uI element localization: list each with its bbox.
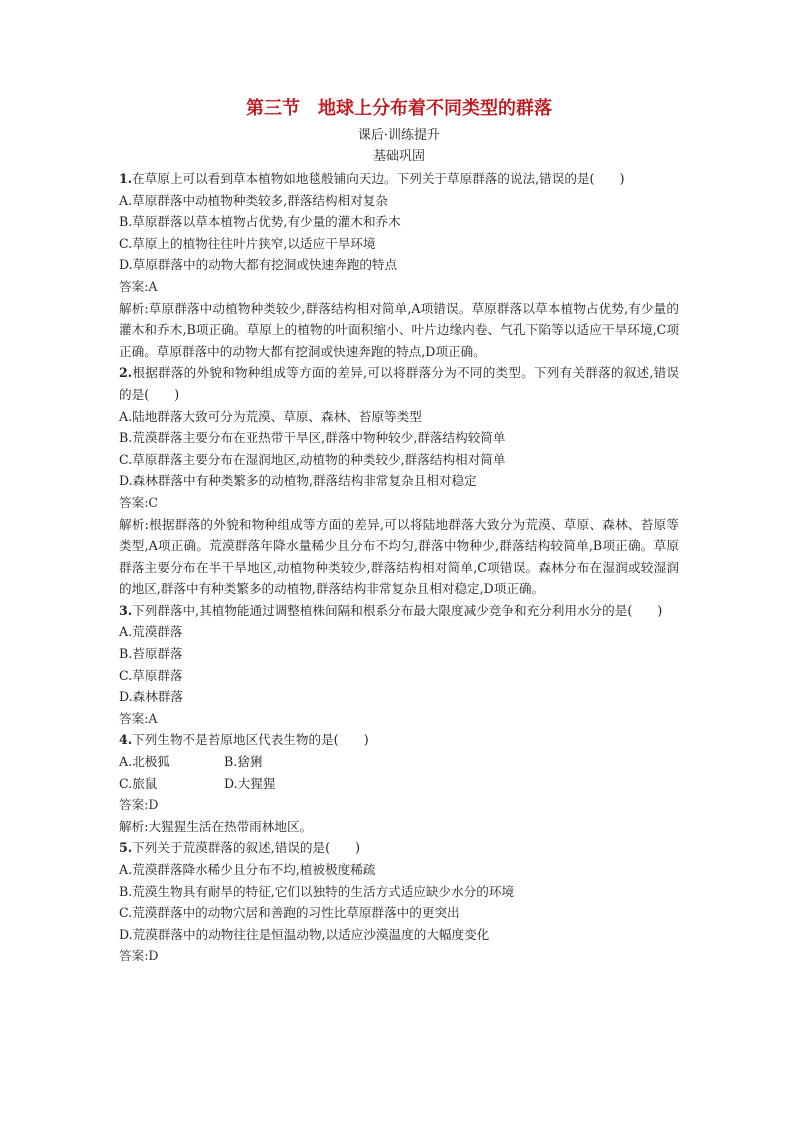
analysis: 解析:大猩猩生活在热带雨林地区。 <box>119 818 313 834</box>
question-number: 5. <box>119 840 133 856</box>
question-number: 1. <box>119 171 133 186</box>
option-c: C.草原上的植物往往叶片狭窄,以适应干旱环境 <box>119 235 376 251</box>
option-b: B.草原群落以草本植物占优势,有少量的灌木和乔木 <box>119 214 401 230</box>
section-heading: 基础巩固 <box>372 149 425 164</box>
option-b: B.猞猁 <box>224 754 263 770</box>
question-stem: 2.根据群落的外貌和物种组成等方面的差异,可以将群落分为不同的类型。下列有关群落的叙述,错误的是( ) <box>119 365 679 402</box>
option-d: D.大猩猩 <box>224 775 276 791</box>
option-c: C.荒漠群落中的动物穴居和善跑的习性比草原群落中的更突出 <box>119 905 460 921</box>
analysis: 解析:草原群落中动植物种类较少,群落结构相对简单,A项错误。草原群落以草本植物占优势,有少量的灌木和乔木,B项正确。草原上的植物的叶面积缩小、叶片边缘内卷、气孔下陷等以适应干旱环境,C项正确。草原群落中的动物大都有挖洞或快速奔跑的特点,D项正确。 <box>119 300 679 359</box>
question-stem: 4.下列生物不是苔原地区代表生物的是( ) <box>119 732 369 748</box>
option-b: B.荒漠生物具有耐旱的特征,它们以独特的生活方式适应缺少水分的环境 <box>119 883 515 899</box>
answer: 答案:D <box>119 948 159 964</box>
option-c: C.草原群落 <box>119 667 183 683</box>
option-row <box>119 751 679 773</box>
question-number: 4. <box>119 732 133 748</box>
analysis: 解析:根据群落的外貌和物种组成等方面的差异,可以将陆地群落大致分为荒漠、草原、森林、苔原等类型,A项正确。荒漠群落年降水量稀少且分布不均匀,群落中物种少,群落结构较简单,B项正确。草原群落主要分布在半干旱地区,动植物种类较少,群落结构相对简单,C项错误。森林分布在湿润或较湿润的地区,群落中有种类繁多的动植物,群落结构非常复杂且相对稳定,D项正确。 <box>119 516 679 597</box>
answer: 答案:A <box>119 710 158 726</box>
option-d: D.草原群落中的动物大都有挖洞或快速奔跑的特点 <box>119 257 398 273</box>
option-c: C.草原群落主要分布在湿润地区,动植物的种类较少,群落结构相对简单 <box>119 451 506 467</box>
option-d: D.森林群落 <box>119 689 184 705</box>
question-5 <box>119 837 679 967</box>
answer: 答案:C <box>119 494 159 510</box>
option-row <box>119 773 679 795</box>
option-a: A.荒漠群落降水稀少且分布不均,植被极度稀疏 <box>119 862 376 877</box>
question-stem: 5.下列关于荒漠群落的叙述,错误的是( ) <box>119 840 361 856</box>
page-title: 第三节 地球上分布着不同类型的群落 <box>246 98 552 119</box>
option-d: D.荒漠群落中的动物往往是恒温动物,以适应沙漠温度的大幅度变化 <box>119 926 490 942</box>
question-2 <box>119 362 679 600</box>
option-a: A.荒漠群落 <box>119 624 183 640</box>
question-stem: 3.下列群落中,其植物能通过调整植株间隔和根系分布最大限度减少竞争和充分利用水分的是( ) <box>119 602 663 618</box>
answer: 答案:A <box>119 278 158 294</box>
question-4 <box>119 729 679 837</box>
option-d: D.森林群落中有种类繁多的动植物,群落结构非常复杂且相对稳定 <box>119 473 477 489</box>
question-number: 2. <box>119 365 133 381</box>
answer: 答案:D <box>119 797 159 813</box>
option-a: A.草原群落中动植物种类较多,群落结构相对复杂 <box>119 192 388 208</box>
option-a: A.北极狐 <box>119 754 170 770</box>
option-c: C.旅鼠 <box>119 775 158 791</box>
option-b: B.荒漠群落主要分布在亚热带干旱区,群落中物种较少,群落结构较简单 <box>119 430 506 446</box>
option-b: B.苔原群落 <box>119 646 183 662</box>
question-3 <box>119 600 679 730</box>
page-subtitle: 课后·训练提升 <box>357 128 441 143</box>
option-a: A.陆地群落大致可分为荒漠、草原、森林、苔原等类型 <box>119 408 422 424</box>
document-content <box>119 96 679 967</box>
question-number: 3. <box>119 602 133 618</box>
question-stem: 1.在草原上可以看到草本植物如地毯般铺向天边。下列关于草原群落的说法,错误的是( ) <box>119 171 625 186</box>
question-1 <box>119 168 679 362</box>
